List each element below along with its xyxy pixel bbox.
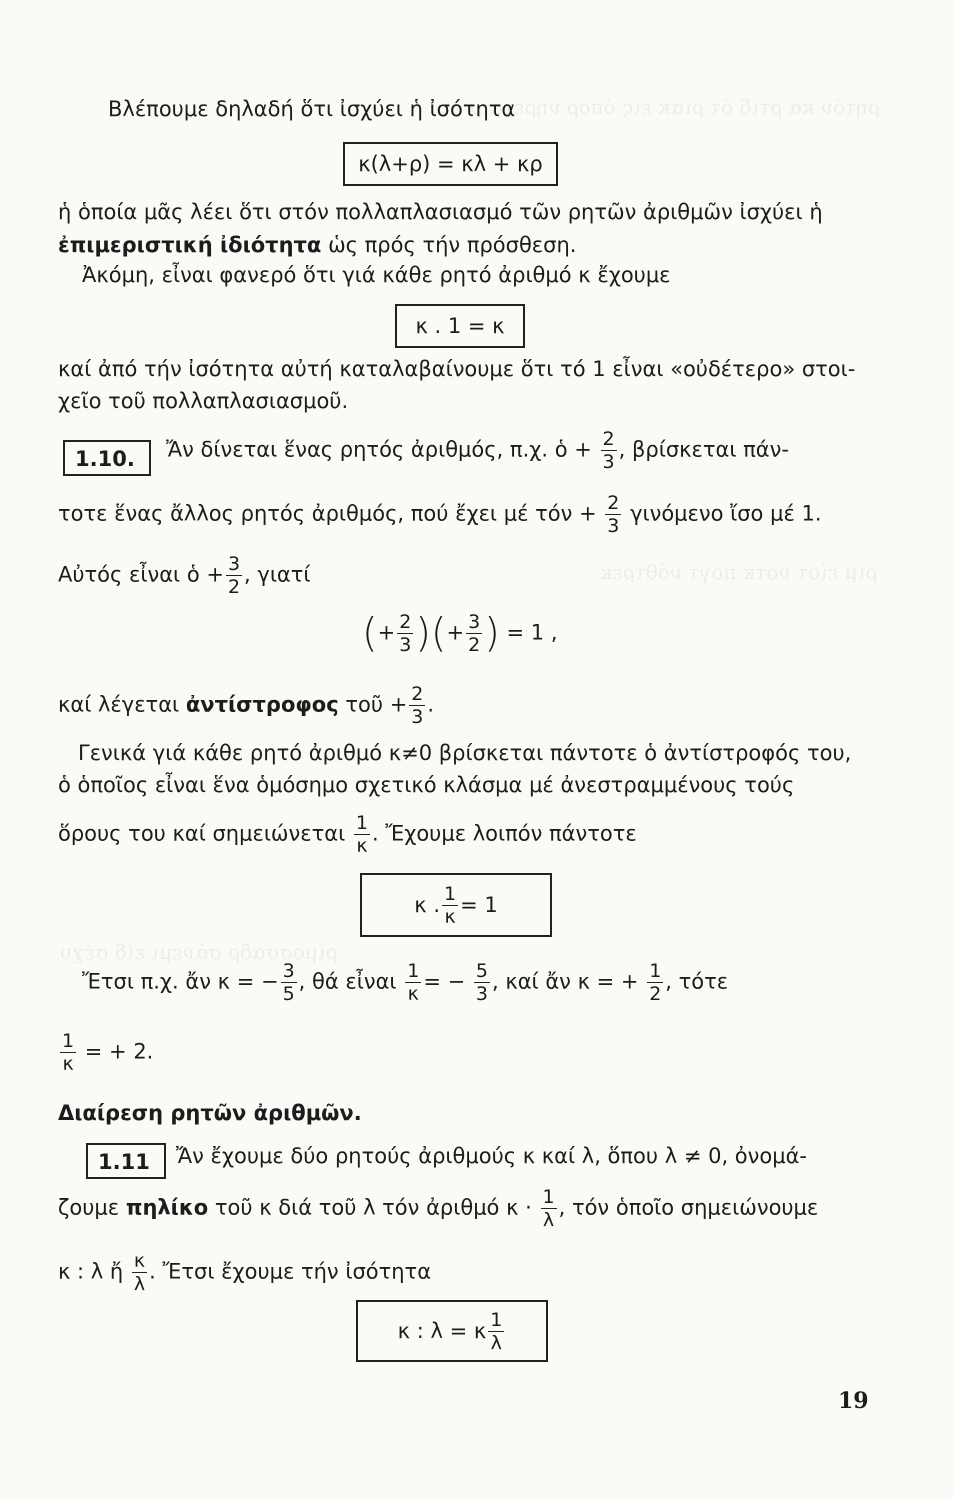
bold-term: ἀντίστροφος — [185, 692, 339, 717]
text-line: Ἄν δίνεται ἕνας ρητός ἀριθμός, π.χ. ὁ + $\frac{2}{3}$ , βρίσκεται πάν- — [166, 428, 789, 473]
bold-term: πηλίκο — [125, 1195, 209, 1220]
text-line: Ἔτσι π.χ. ἄν κ = − $\frac{3}{5}$ , θά εἶναι $\frac{1}{\kappa}$ = − $\frac{5}{3}$ , καί ἄν κ = + $\frac{1}{2}$ , τότε — [82, 960, 729, 1005]
fraction-1-k: $\frac{1}{\kappa}$ — [444, 882, 457, 928]
text-line: καί ἀπό τήν ἰσότητα αὐτή καταλαβαίνουμε ὅτι τό 1 εἶναι «οὐδέτερο» στοι- — [58, 357, 856, 381]
text-line: Βλέπουμε δηλαδή ὅτι ἰσχύει ἡ ἰσότητα — [108, 97, 516, 121]
inverse-equation-box: κ . $\frac{1}{\kappa}$ = 1 — [360, 873, 552, 937]
fraction-5-3: $\frac{5}{3}$ — [475, 960, 488, 1005]
page-number: 19 — [838, 1388, 869, 1414]
distributive-equation: κ(λ+ρ) = κλ + κρ — [358, 152, 543, 176]
bleed-through-text: ρίμοσσαδρ σάνεμι είδ σέχυ — [60, 940, 338, 964]
text-line: ζουμε πηλίκο τοῦ κ διά τοῦ λ τόν ἀριθμό κ · $\frac{1}{\lambda}$ , τόν ὁποῖο σημειώνουμε — [58, 1186, 819, 1231]
text-line: ὅρους του καί σημειώνεται $\frac{1}{\kappa}$ . Ἔχουμε λοιπόν πάντοτε — [58, 812, 637, 857]
text-line: ἐπιμεριστική ἰδιότητα ὡς πρός τήν πρόσθεση. — [58, 233, 577, 257]
text-line: τοτε ἕνας ἄλλος ρητός ἀριθμός, πού ἔχει μέ τόν + $\frac{2}{3}$ γινόμενο ἴσο μέ 1. — [58, 492, 822, 537]
fraction-k-lambda: $\frac{\kappa}{\lambda}$ — [133, 1250, 146, 1295]
identity-equation: κ . 1 = κ — [415, 314, 505, 338]
identity-equation-box — [395, 304, 525, 348]
text-line: Ἄν ἔχουμε δύο ρητούς ἀριθμούς κ καί λ, ὅπου λ ≠ 0, ὀνομά- — [176, 1144, 808, 1168]
text-line: ὁ ὁποῖος εἶναι ἕνα ὁμόσημο σχετικό κλάσμα μέ ἀνεστραμμένους τούς — [58, 773, 795, 797]
distributive-equation-box — [343, 142, 558, 186]
fraction-1-k: $\frac{1}{\kappa}$ — [355, 812, 368, 857]
fraction-1-k: $\frac{1}{\kappa}$ — [407, 960, 420, 1005]
text-line: Γενικά γιά κάθε ρητό ἀριθμό κ≠0 βρίσκεται πάντοτε ὁ ἀντίστροφός του, — [78, 741, 852, 765]
text-line: Ἀκόμη, εἶναι φανερό ὅτι γιά κάθε ρητό ἀριθμό κ ἔχουμε — [82, 263, 671, 287]
fraction-2-3: $\frac{2}{3}$ — [602, 428, 615, 473]
section-number-1-10: 1.10. — [63, 440, 151, 476]
text-line: κ : λ ἤ $\frac{\kappa}{\lambda}$ . Ἔτσι ἔχουμε τήν ἰσότητα — [58, 1250, 432, 1295]
fraction-1-k: $\frac{1}{\kappa}$ — [62, 1030, 75, 1075]
text-line: καί λέγεται ἀντίστροφος τοῦ + $\frac{2}{3}$ . — [58, 683, 435, 728]
bold-term: ἐπιμεριστική ἰδιότητα — [58, 233, 322, 257]
fraction-3-2: $\frac{3}{2}$ — [468, 611, 481, 656]
text-line: χεῖο τοῦ πολλαπλασιασμοῦ. — [58, 389, 349, 413]
fraction-1-lambda: $\frac{1}{\lambda}$ — [542, 1186, 555, 1231]
section-heading: Διαίρεση ρητῶν ἀριθμῶν. — [58, 1101, 362, 1125]
section-number-1-11: 1.11 — [86, 1143, 166, 1179]
fraction-3-5: $\frac{3}{5}$ — [282, 960, 295, 1005]
fraction-2-3: $\frac{2}{3}$ — [399, 611, 412, 656]
fraction-3-2: $\frac{3}{2}$ — [227, 553, 241, 598]
fraction-1-2: $\frac{1}{2}$ — [649, 960, 662, 1005]
text-line: ἡ ὁποία μᾶς λέει ὅτι στόν πολλαπλασιασμό τῶν ρητῶν ἀριθμῶν ἰσχύει ἡ — [58, 200, 823, 224]
reciprocal-equation: (+ $\frac{2}{3}$ )(+ $\frac{3}{2}$ ) = 1 , — [362, 610, 558, 657]
division-equation-box: κ : λ = κ $\frac{1}{\lambda}$ — [356, 1300, 548, 1362]
fraction-2-3: $\frac{2}{3}$ — [411, 683, 424, 728]
bleed-through-text: ρητόν κα ρτιδ ότ ριακ εις όπορ νηρεταιρ — [470, 95, 880, 119]
fraction-1-lambda: $\frac{1}{\lambda}$ — [490, 1308, 503, 1354]
bleed-through-text: ριμ είοτ νοτκ πογτ νόθτρεκ — [600, 560, 878, 584]
text-line: Αὐτός εἶναι ὁ + $\frac{3}{2}$ , γιατί — [58, 553, 311, 598]
fraction-2-3: $\frac{2}{3}$ — [607, 492, 620, 537]
text-line: $\frac{1}{\kappa}$ = + 2. — [62, 1030, 154, 1075]
